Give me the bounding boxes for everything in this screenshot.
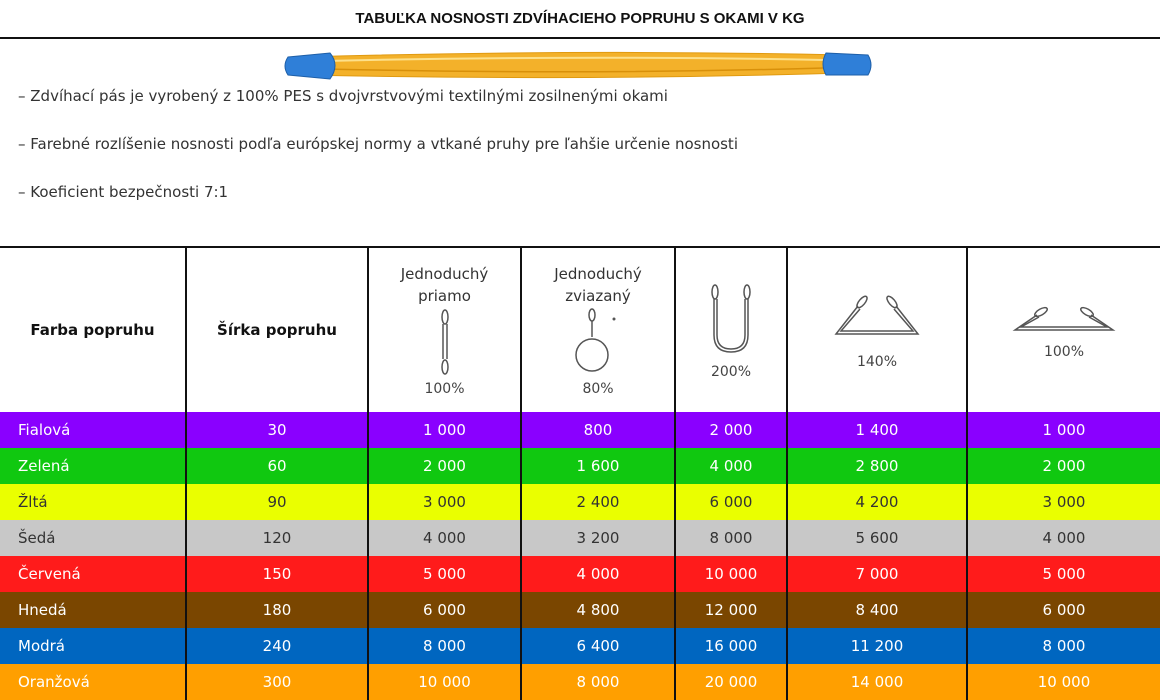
row-value: 1 000 (1042, 421, 1086, 439)
divider (0, 225, 1160, 248)
basket-lift-icon (701, 280, 761, 360)
description-item: – Koeficient bezpečnosti 7:1 (18, 183, 229, 201)
row-value: 6 000 (368, 592, 521, 628)
row-value: 1 000 (368, 412, 521, 448)
row-value: 14 000 (787, 664, 967, 700)
row-value: 7 000 (787, 556, 967, 592)
lifting-sling-image (284, 47, 874, 83)
row-color-name: Fialová (0, 412, 186, 448)
row-value: 2 400 (521, 484, 675, 520)
header-basket (675, 248, 787, 412)
table-row (0, 448, 1160, 484)
row-value: 3 200 (521, 520, 675, 556)
table-row (0, 556, 1160, 592)
header-wide (967, 248, 1160, 412)
description-list (0, 81, 1160, 225)
table-row (0, 520, 1160, 556)
description-item: – Zdvíhací pás je vyrobený z 100% PES s dvojvrstvovými textilnými zosilnenými okami (18, 87, 668, 105)
angle-percent: 140% (856, 354, 898, 370)
row-value: 150 (186, 556, 368, 592)
row-value: 6 000 (1042, 601, 1086, 619)
row-value: 6 000 (675, 484, 787, 520)
header-color: Farba popruhu (0, 248, 186, 412)
row-value: 10 000 (1037, 673, 1091, 691)
row-value: 11 200 (787, 628, 967, 664)
load-capacity-table (0, 248, 1160, 700)
row-value: 6 400 (521, 628, 675, 664)
table-row (0, 664, 1160, 700)
row-value: 12 000 (675, 592, 787, 628)
row-value: 2 000 (368, 448, 521, 484)
straight-label-2: priamo (418, 287, 471, 305)
row-value: 4 200 (787, 484, 967, 520)
row-value: 5 000 (1042, 565, 1086, 583)
header-width: Šírka popruhu (186, 248, 368, 412)
row-value: 180 (186, 592, 368, 628)
row-value: 20 000 (675, 664, 787, 700)
row-value: 5 600 (787, 520, 967, 556)
row-value: 4 000 (675, 448, 787, 484)
straight-percent: 100% (424, 381, 465, 397)
row-color-name: Zelená (0, 448, 186, 484)
row-value: 1 600 (521, 448, 675, 484)
row-color-name: Oranžová (0, 664, 186, 700)
page-title: TABUĽKA NOSNOSTI ZDVÍHACIEHO POPRUHU S OKAMI V KG (0, 0, 1160, 39)
wide-percent: 100% (1043, 344, 1085, 360)
straight-label-1: Jednoduchý (400, 265, 489, 283)
row-value: 120 (186, 520, 368, 556)
row-value: 30 (186, 412, 368, 448)
table-row (0, 592, 1160, 628)
row-color-name: Červená (0, 556, 186, 592)
row-value: 5 000 (368, 556, 521, 592)
wide-lift-icon (1009, 300, 1119, 340)
row-value: 2 000 (1042, 457, 1086, 475)
choked-percent: 80% (582, 381, 614, 397)
table-row (0, 628, 1160, 664)
row-value: 3 000 (368, 484, 521, 520)
basket-percent: 200% (710, 364, 752, 380)
row-color-name: Žltá (0, 484, 186, 520)
angle-lift-icon (822, 290, 932, 350)
row-value: 240 (186, 628, 368, 664)
row-value: 4 000 (368, 520, 521, 556)
row-value: 2 800 (787, 448, 967, 484)
row-value: 4 000 (1042, 529, 1086, 547)
row-color-name: Hnedá (0, 592, 186, 628)
row-value: 8 000 (368, 628, 521, 664)
choked-label-1: Jednoduchý (554, 265, 642, 283)
row-value: 300 (186, 664, 368, 700)
row-value: 4 800 (521, 592, 675, 628)
row-value: 90 (186, 484, 368, 520)
row-value: 10 000 (368, 664, 521, 700)
header-straight (368, 248, 521, 412)
row-color-name: Modrá (0, 628, 186, 664)
row-value: 10 000 (675, 556, 787, 592)
choked-label-2: zviazaný (565, 287, 631, 305)
row-value: 8 400 (787, 592, 967, 628)
row-color-name: Šedá (0, 520, 186, 556)
row-value: 8 000 (521, 664, 675, 700)
table-row (0, 484, 1160, 520)
row-value: 8 000 (675, 520, 787, 556)
row-value: 8 000 (1042, 637, 1086, 655)
table-header-row (0, 248, 1160, 412)
header-angle (787, 248, 967, 412)
row-value: 2 000 (675, 412, 787, 448)
sling-illustration-area (0, 39, 1160, 87)
row-value: 1 400 (787, 412, 967, 448)
table-row (0, 412, 1160, 448)
row-value: 60 (186, 448, 368, 484)
row-value: 4 000 (521, 556, 675, 592)
row-value: 16 000 (675, 628, 787, 664)
straight-lift-icon (425, 307, 465, 377)
row-value: 800 (521, 412, 675, 448)
description-item: – Farebné rozlíšenie nosnosti podľa európskej normy a vtkané pruhy pre ľahšie určenie nosnosti (18, 135, 738, 153)
choked-lift-icon (568, 307, 628, 377)
row-value: 3 000 (1042, 493, 1086, 511)
header-choked (521, 248, 675, 412)
